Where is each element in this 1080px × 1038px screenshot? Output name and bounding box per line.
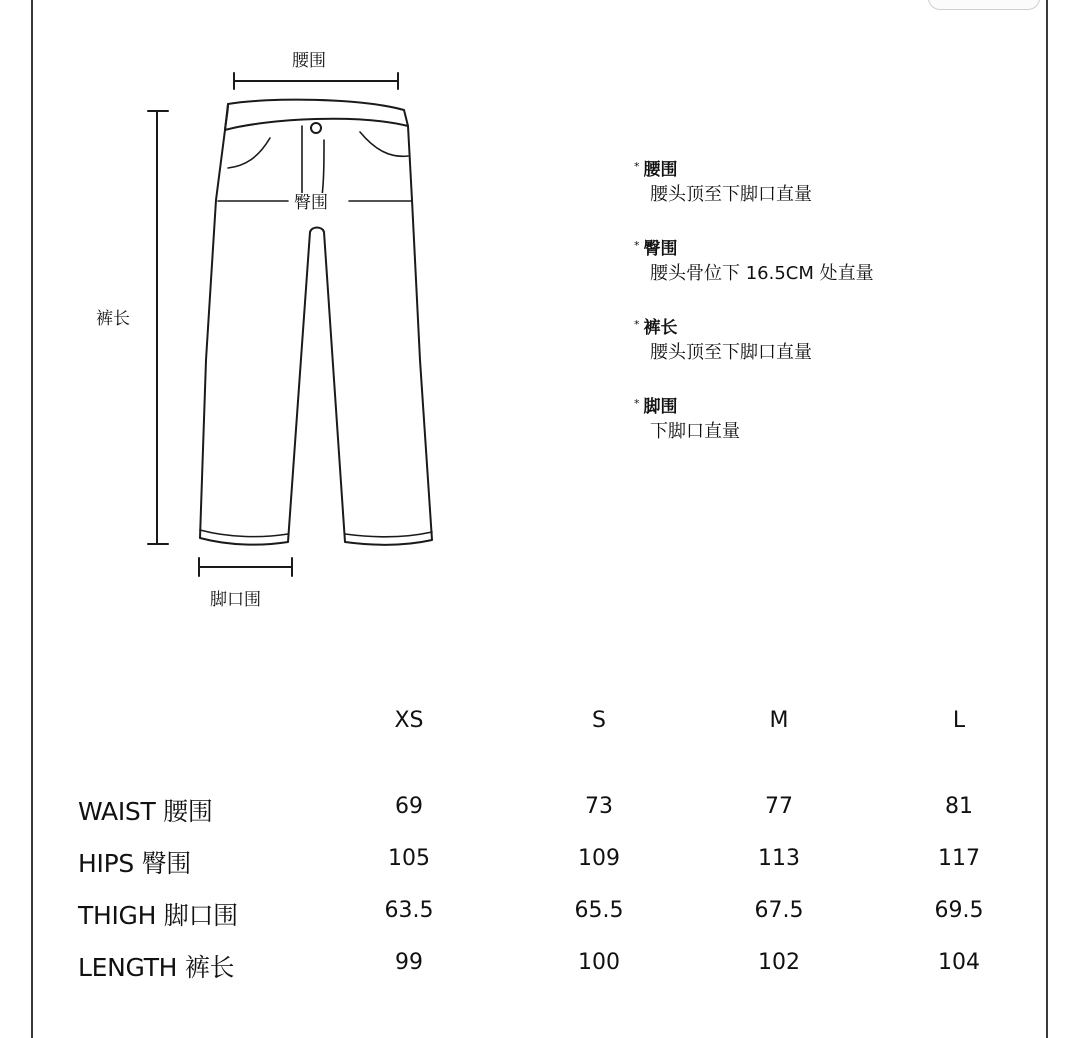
- diagram-label-waist: 腰围: [292, 51, 326, 71]
- size-header-l: L: [952, 708, 966, 733]
- table-cell: 69.5: [934, 898, 984, 923]
- diagram-label-hem: 脚口围: [210, 590, 261, 610]
- table-cell: 67.5: [754, 898, 804, 923]
- note-marker: *: [634, 160, 640, 173]
- table-cell: 65.5: [574, 898, 624, 923]
- note-marker: *: [634, 318, 640, 331]
- pants-diagram: [0, 0, 480, 640]
- note-title: 臀围: [643, 239, 678, 259]
- row-label: HIPS 臀围: [78, 849, 191, 878]
- size-header-m: M: [769, 708, 789, 733]
- table-cell: 113: [758, 846, 800, 871]
- table-cell: 105: [388, 846, 430, 871]
- table-row-hips: [78, 844, 1018, 884]
- table-cell: 100: [578, 950, 620, 975]
- table-cell: 99: [395, 950, 423, 975]
- note-title: 脚围: [643, 397, 678, 417]
- note-title: 腰围: [643, 160, 678, 180]
- table-cell: 69: [395, 794, 423, 819]
- button-detail: [311, 123, 321, 133]
- table-cell: 117: [938, 846, 980, 871]
- row-label: THIGH 脚口围: [78, 901, 238, 930]
- table-cell: 63.5: [384, 898, 434, 923]
- row-label: LENGTH 裤长: [78, 953, 235, 982]
- diagram-label-hips: 臀围: [294, 193, 328, 213]
- note-title: 裤长: [643, 318, 678, 338]
- table-cell: 109: [578, 846, 620, 871]
- table-cell: 77: [765, 794, 793, 819]
- corner-tab: [928, 0, 1040, 10]
- table-cell: 73: [585, 794, 613, 819]
- note-description: 下脚口直量: [650, 421, 740, 442]
- table-row-thigh: [78, 896, 1018, 936]
- row-label: WAIST 腰围: [78, 797, 213, 826]
- pants-illustration: [0, 0, 480, 640]
- note-description: 腰头顶至下脚口直量: [650, 342, 812, 363]
- size-header-xs: XS: [394, 708, 424, 733]
- table-cell: 81: [945, 794, 973, 819]
- note-marker: *: [634, 397, 640, 410]
- note-hem: [634, 392, 974, 444]
- table-row-waist: [78, 792, 1018, 832]
- waist-dimension-line: [234, 73, 398, 89]
- size-header-s: S: [592, 708, 606, 733]
- note-hips: [634, 234, 974, 286]
- length-dimension-line: [148, 111, 168, 544]
- measurement-notes: [634, 155, 974, 471]
- table-cell: 104: [938, 950, 980, 975]
- waistband: [225, 100, 408, 130]
- diagram-label-length: 裤长: [96, 309, 130, 329]
- table-cell: 102: [758, 950, 800, 975]
- note-description: 腰头顶至下脚口直量: [650, 184, 812, 205]
- note-description: 腰头骨位下 16.5CM 处直量: [650, 263, 874, 284]
- note-marker: *: [634, 239, 640, 252]
- note-length: [634, 313, 974, 365]
- note-waist: [634, 155, 974, 207]
- hem-dimension-line: [199, 558, 292, 576]
- table-row-length: [78, 948, 1018, 988]
